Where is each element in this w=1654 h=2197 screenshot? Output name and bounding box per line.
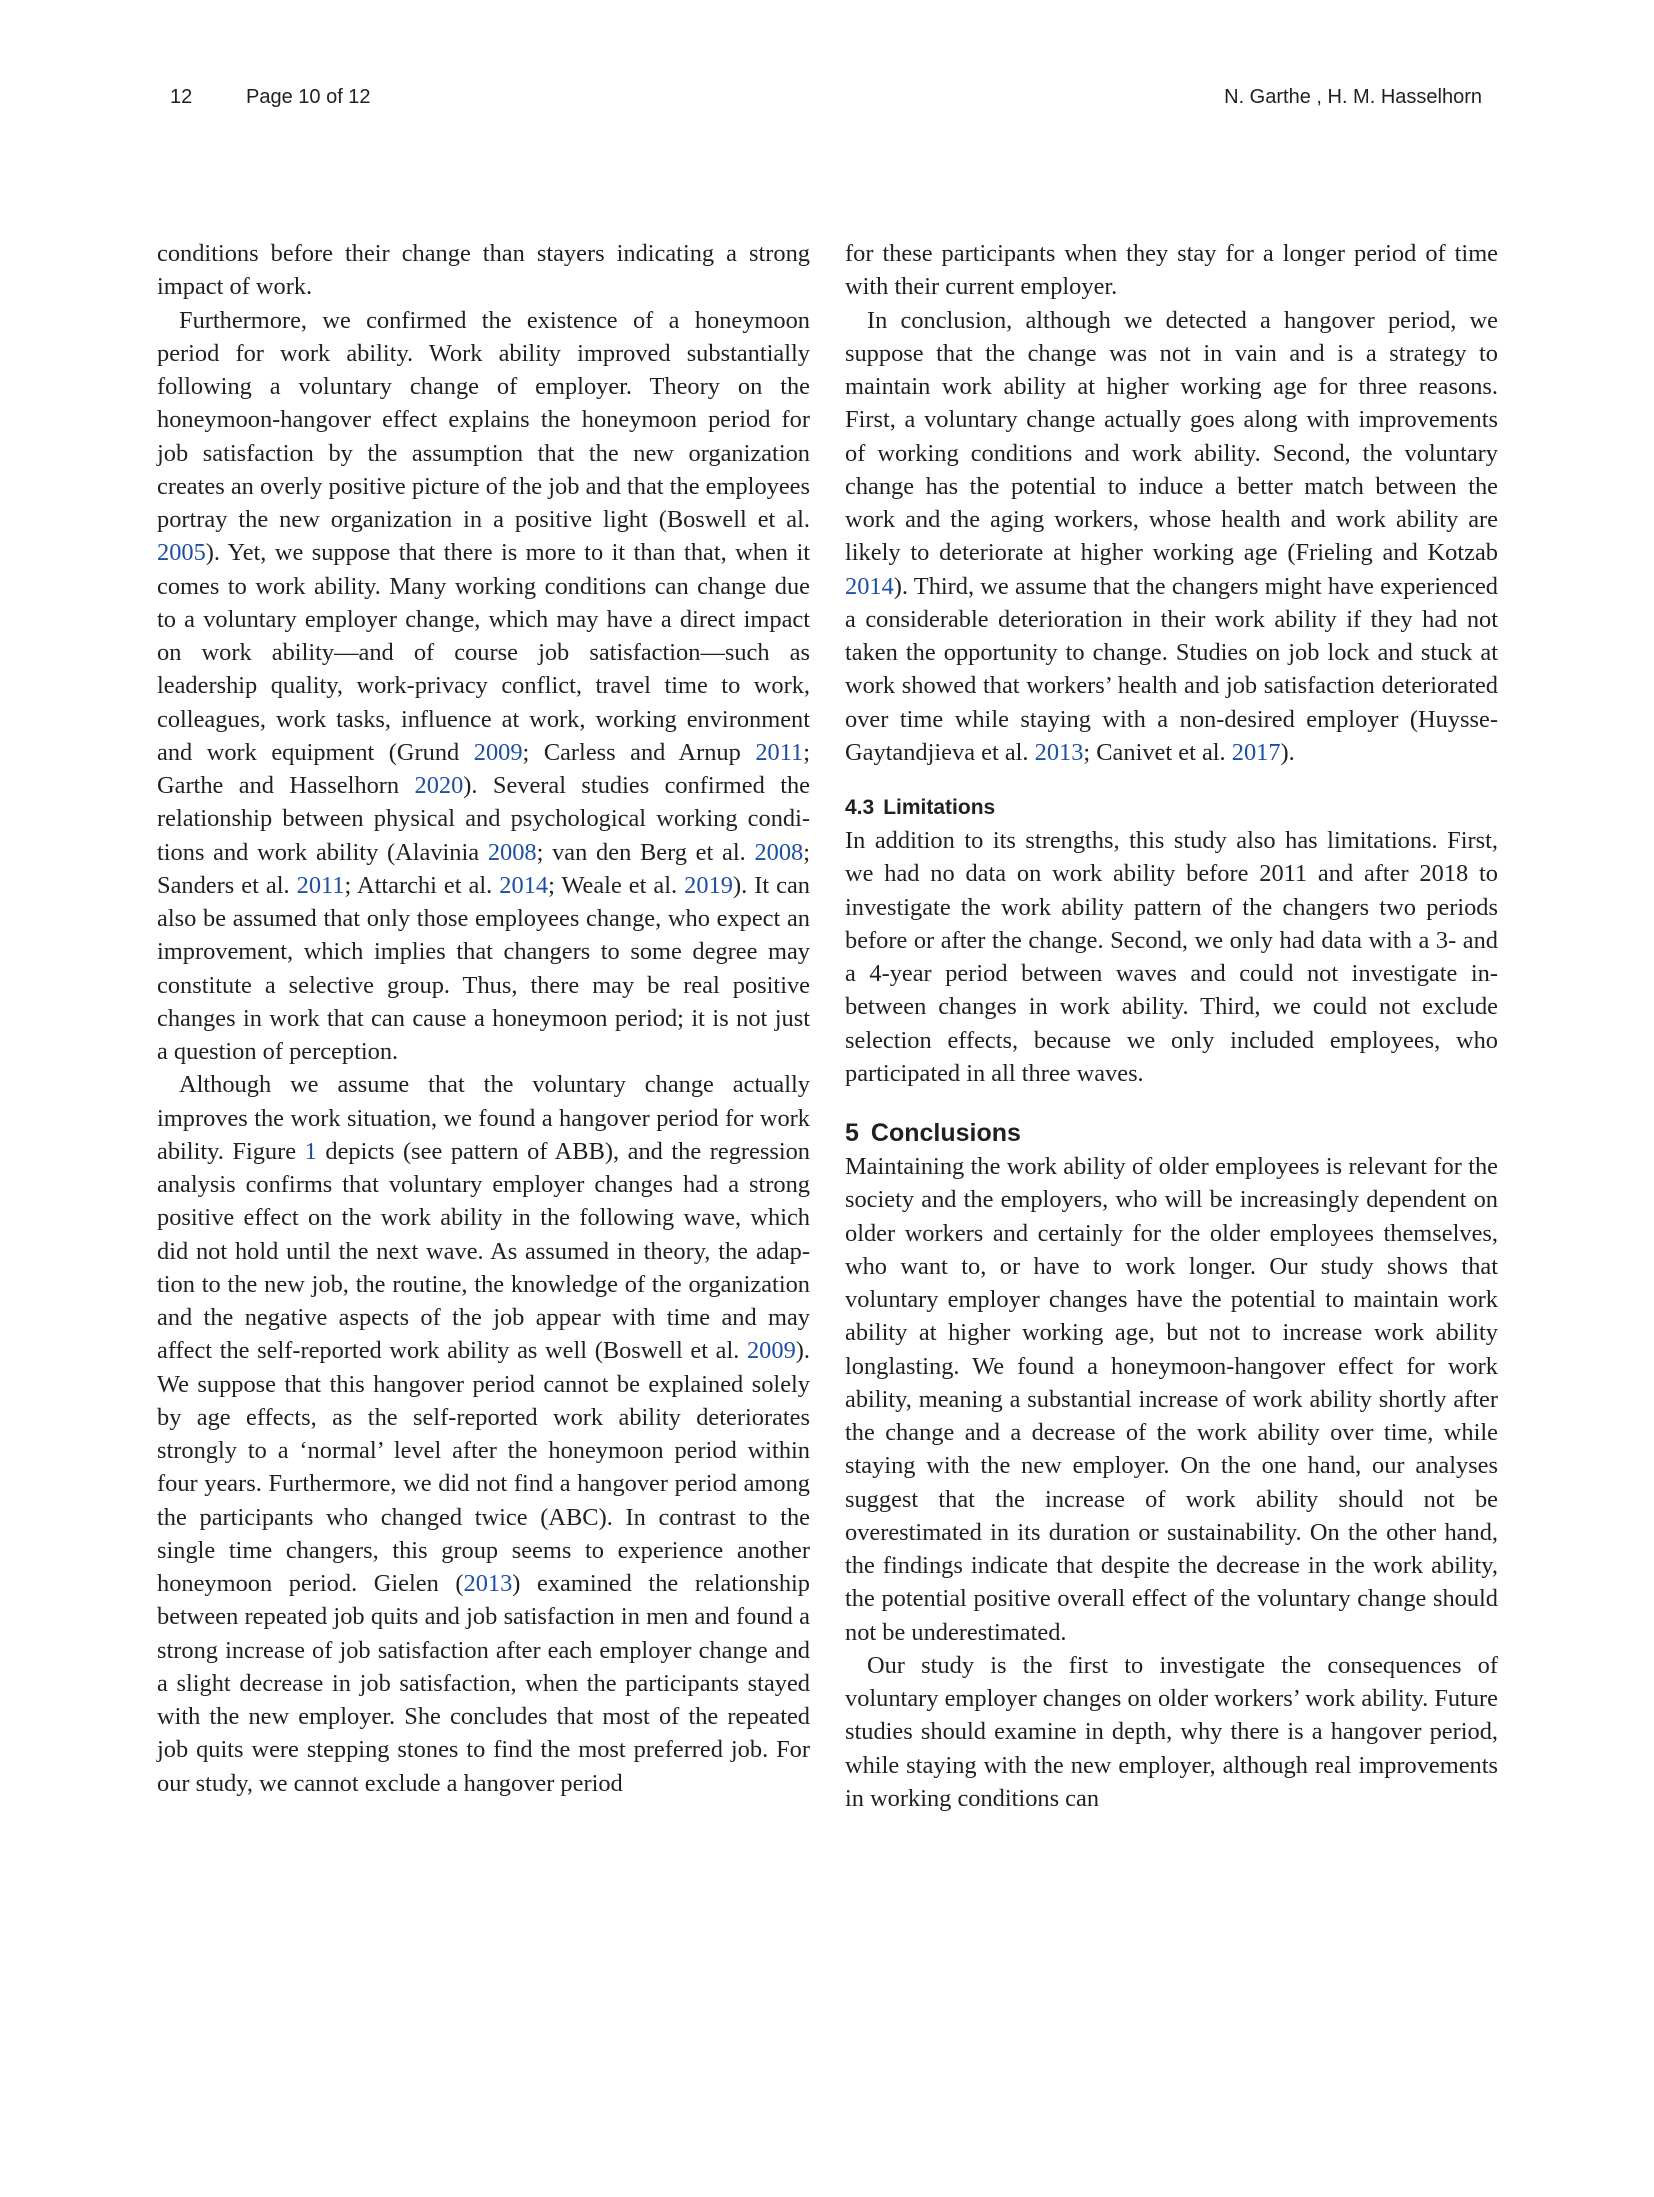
text-run: ; Weale et al. bbox=[548, 871, 685, 899]
citation-link[interactable]: 2013 bbox=[463, 1570, 513, 1597]
text-run: ; Canivet et al. bbox=[1083, 738, 1232, 766]
section-heading-conclusions bbox=[845, 1116, 1498, 1150]
citation-link[interactable]: 2009 bbox=[473, 738, 523, 766]
text-run: ; Attarchi et al. bbox=[344, 871, 500, 899]
text-run: Furthermore, we confirmed the existence of a honeymoon period for work ability. Work ability improved substantially following a voluntary change of employer. Theory on the honeymoon-hangover effect explains the honeymoon period for job satisfaction by the assumption that the new organization creates an overly positive picture of the job and that the employees portray the new organization in a positive light (Boswell et al. bbox=[157, 306, 810, 533]
citation-link[interactable]: 2019 bbox=[684, 871, 733, 899]
running-authors: N. Garthe , H. M. Hasselhorn bbox=[1224, 86, 1482, 108]
left-column bbox=[157, 237, 810, 1800]
citation-link[interactable]: 2011 bbox=[755, 738, 804, 766]
text-run: ; Carless and Arnup bbox=[522, 738, 756, 766]
text-run: In conclusion, although we detected a hangover period, we suppose that the change was not in vain and is a strategy to maintain work ability at higher working age for three reasons. First, a voluntary change actually goes along with improvements of working conditions and work ability. Second, the voluntary change has the potential to induce a better match between the work and the aging workers, whose health and work ability are likely to deteriorate at higher working age (Frieling and Kotzab bbox=[845, 306, 1498, 567]
subsection-heading-limitations bbox=[845, 791, 1498, 824]
page-of-count: Page 10 of 12 bbox=[246, 86, 371, 108]
subsection-title: Limitations bbox=[883, 796, 996, 819]
citation-link[interactable]: 2008 bbox=[487, 838, 537, 866]
text-run: ). Several studies confirmed the relationship between physical and psychological working conditions and work ability (Alavinia bbox=[157, 772, 810, 866]
paragraph-honeymoon bbox=[157, 304, 810, 1069]
paragraph-future-studies: Our study is the first to investigate the consequences of voluntary employer changes on older workers’ work ability. Future studies should examine in depth, why there is a hangover period, while staying with the new employer, although real improvements in working conditions can bbox=[845, 1651, 1498, 1812]
citation-link[interactable]: 2014 bbox=[499, 871, 549, 899]
text-run: ). Yet, we suppose that there is more to it than that, when it comes to work ability. Many working conditions can change due to a voluntary employer change, which may have a direct impact on work ability—and of course job satisfaction—such as leadership quality, work-privacy conflict, travel time to work, colleagues, work tasks, influence at work, working environment and work equipment (Grund bbox=[157, 539, 810, 766]
text-run: ; van den Berg et al. bbox=[536, 838, 755, 866]
citation-link[interactable]: 2008 bbox=[754, 838, 804, 866]
citation-link[interactable]: 2009 bbox=[746, 1337, 796, 1365]
text-run: ; Garthe and Hasselhorn bbox=[157, 738, 810, 799]
citation-link[interactable]: 2020 bbox=[414, 772, 464, 799]
paragraph: for these participants when they stay for a longer period of time with their current employer. bbox=[845, 240, 1498, 301]
citation-link[interactable]: 2017 bbox=[1231, 738, 1281, 766]
section-number: 5 bbox=[845, 1119, 859, 1147]
text-run: depicts (see pattern of ABB), and the regression analysis confirms that voluntary employer changes had a strong positive effect on the work ability in the following wave, which did not hold until the next wave. As assumed in theory, the adaption to the new job, the routine, the knowledge of the organization and the negative aspects of the job appear with time and may affect the self-reported work ability as well (Boswell et al. bbox=[157, 1137, 810, 1365]
paragraph-conclusions: Maintaining the work ability of older employees is relevant for the society and the employers, who will be increasingly dependent on older workers and certainly for the older employees themselves, who want to, or have to work longer. Our study shows that voluntary employer changes have the potential to maintain work ability at higher working age, but not to increase work ability longlasting. We found a honeymoon-hangover effect for work ability, meaning a substantial increase of work ability shortly after the change and a decrease of the work ability over time, while staying with the new employer. On the one hand, our analyses suggest that the increase of work ability should not be overestimated in its duration or sustainability. On the other hand, the findings indicate that despite the decrease in the work ability, the potential positive overall effect of the voluntary change should not be underestimated. bbox=[845, 1153, 1498, 1646]
text-run: ) examined the relationship between repeated job quits and job satisfaction in men and found a strong increase of job satisfaction after each employer change and a slight decrease in job satisfaction, when the participants stayed with the new employer. She concludes that most of the repeated job quits were stepping stones to find the most preferred job. For our study, we cannot exclude a hangover period bbox=[157, 1570, 810, 1797]
paragraph-hangover bbox=[157, 1068, 810, 1800]
citation-link[interactable]: 2005 bbox=[157, 539, 206, 567]
text-run: ). We suppose that this hangover period cannot be explained solely by age effects, as the self-reported work ability deteriorates strongly to a ‘normal’ level after the honeymoon period within four years. Furthermore, we did not find a hangover period among the participants who changed twice (ABC). In contrast to the single time changers, this group seems to experience another honeymoon period. Gielen ( bbox=[157, 1337, 810, 1597]
right-column bbox=[845, 237, 1498, 1815]
citation-link[interactable]: 2014 bbox=[845, 572, 894, 600]
subsection-number: 4.3 bbox=[845, 796, 875, 819]
citation-link[interactable]: 2011 bbox=[296, 871, 345, 899]
figure-link[interactable]: 1 bbox=[304, 1137, 317, 1165]
text-run: ). Third, we assume that the changers might have experienced a considerable deterioration in their work ability if they had not taken the opportunity to change. Studies on job lock and stuck at work showed that workers’ health and job satisfaction deteriorated over time while staying with a non-desired employer (Huysse-Gaytandjieva et al. bbox=[845, 572, 1498, 766]
text-run: ; Sanders et al. bbox=[157, 838, 810, 899]
text-run: ). bbox=[1280, 738, 1295, 766]
paragraph-in-conclusion bbox=[845, 304, 1498, 770]
journal-page-number: 12 bbox=[170, 86, 193, 108]
text-run: Although we assume that the voluntary change actually improves the work situation, we found a hangover period for work ability. Figure bbox=[157, 1071, 810, 1165]
text-run: ). It can also be assumed that only those employees change, who expect an improvement, which implies that changers to some degree may constitute a selective group. Thus, there may be real positive changes in work that can cause a honeymoon period; it is not just a question of perception. bbox=[157, 871, 810, 1065]
section-title: Conclusions bbox=[870, 1119, 1021, 1147]
citation-link[interactable]: 2013 bbox=[1034, 738, 1084, 766]
running-header bbox=[170, 86, 1482, 116]
paragraph-limitations: In addition to its strengths, this study also has limitations. First, we had no data on work ability before 2011 and after 2018 to investigate the work ability pattern of the changers two periods before or after the change. Second, we only had data with a 3- and a 4-year period between waves and could not investigate in-between changes in work ability. Third, we could not exclude selection effects, because we only included employees, who participated in all three waves. bbox=[845, 827, 1498, 1087]
paragraph: conditions before their change than stayers indicating a strong impact of work. bbox=[157, 240, 810, 301]
